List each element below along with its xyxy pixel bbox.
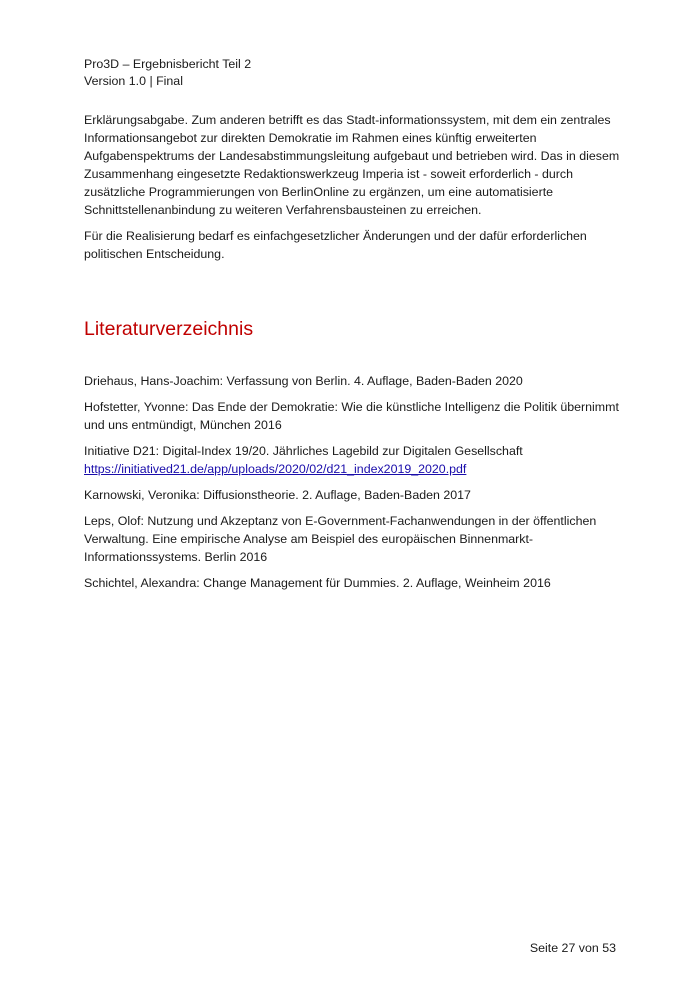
header-title: Pro3D – Ergebnisbericht Teil 2 [84, 57, 252, 71]
reference-text: Initiative D21: Digital-Index 19/20. Jährliches Lagebild zur Digitalen Gesellschaft [84, 444, 523, 458]
reference-text: Hofstetter, Yvonne: Das Ende der Demokratie: Wie die künstliche Intelligenz die Politik übernimmt und uns entmündigt, München 2016 [84, 400, 619, 432]
page-number: Seite 27 von 53 [529, 941, 616, 955]
reference-item [84, 486, 632, 504]
reference-item [84, 442, 632, 478]
document-header [84, 56, 624, 90]
reference-item [84, 512, 632, 566]
reference-text: Schichtel, Alexandra: Change Management für Dummies. 2. Auflage, Weinheim 2016 [84, 576, 551, 590]
reference-text: Leps, Olof: Nutzung und Akzeptanz von E-Government-Fachanwendungen in der öffentlichen Verwaltung. Eine empirische Analyse am Beispiel des europäischen Binnenmarkt-Informationssystems. Berlin 2016 [84, 514, 597, 564]
body-paragraph: Für die Realisierung bedarf es einfachgesetzlicher Änderungen und der dafür erforderlichen politischen Entscheidung. [84, 229, 587, 261]
section-title-bibliography: Literaturverzeichnis [84, 318, 254, 340]
reference-item [84, 372, 632, 390]
reference-item [84, 398, 632, 434]
reference-text: Driehaus, Hans-Joachim: Verfassung von Berlin. 4. Auflage, Baden-Baden 2020 [84, 374, 523, 388]
body-paragraph: Erklärungsabgabe. Zum anderen betrifft es das Stadt-informationssystem, mit dem ein zentrales Informationsangebot zur direkten Demokratie im Rahmen eines künftig erweiterten Aufgabenspektrums der Landesabstimmungsleitung aufgebaut und betrieben wird. Das in diesem Zusammenhang eingesetzte Redaktionswerkzeug Imperia ist - soweit erforderlich - durch zusätzliche Programmierungen von BerlinOnline zu ergänzen, um eine automatisierte Schnittstellenanbindung zu weiteren Verfahrensbausteinen zu erreichen. [84, 113, 620, 217]
body-text [84, 111, 632, 271]
reference-item [84, 574, 632, 592]
reference-link[interactable]: https://initiatived21.de/app/uploads/2020/02/d21_index2019_2020.pdf [84, 462, 467, 476]
reference-text: Karnowski, Veronika: Diffusionstheorie. 2. Auflage, Baden-Baden 2017 [84, 488, 471, 502]
reference-list [84, 372, 632, 600]
header-version: Version 1.0 | Final [84, 74, 183, 88]
